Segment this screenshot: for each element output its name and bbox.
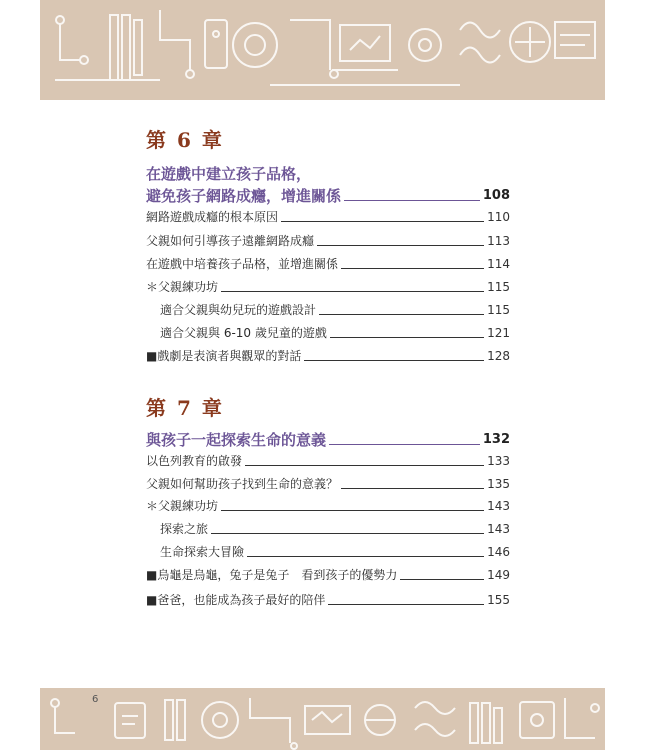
toc-entry-label: ■爸爸，也能成為孩子最好的陪伴 [146, 593, 326, 607]
page-number: 6 [92, 694, 99, 705]
toc-entry-page: 143 [487, 499, 510, 513]
footer-decoration [40, 688, 605, 750]
toc-entry-label: ＊父親練功坊 [146, 499, 219, 513]
toc-entry-page: 149 [487, 568, 510, 582]
toc-entry-page: 115 [487, 280, 510, 294]
toc-entry[interactable] [146, 344, 510, 364]
chapter-6-heading: 第 6 章 [146, 128, 224, 152]
toc-entry[interactable] [146, 588, 510, 608]
leader-line [328, 604, 484, 605]
toc-entry-page: 146 [487, 545, 510, 559]
toc-entry-label: 生命探索大冒險 [160, 545, 245, 559]
toc-entry-page: 132 [482, 432, 510, 447]
toc-entry-main[interactable] [146, 428, 510, 448]
toc-entry[interactable] [146, 229, 510, 249]
leader-line [221, 291, 484, 292]
toc-entry-page: 121 [487, 326, 510, 340]
leader-line [330, 337, 484, 338]
toc-entry-page: 114 [487, 257, 510, 271]
toc-entry-label: 以色列教育的啟發 [146, 454, 243, 468]
toc-entry-page: 113 [487, 234, 510, 248]
chapter-6-title-line1: 在遊戲中建立孩子品格， [146, 165, 312, 183]
leader-line [281, 221, 484, 222]
toc-entry[interactable] [146, 449, 510, 469]
toc-entry[interactable] [160, 540, 510, 560]
leader-line [245, 465, 484, 466]
circuit-pattern-icon [40, 0, 605, 100]
leader-line [400, 579, 484, 580]
toc-entry-label: 適合父親與 6-10 歲兒童的遊戲 [160, 326, 327, 340]
toc-entry-label: 網路遊戲成癮的根本原因 [146, 210, 279, 224]
toc-entry[interactable] [146, 275, 510, 295]
toc-entry-label: 探索之旅 [160, 522, 209, 536]
toc-entry[interactable] [160, 298, 510, 318]
toc-entry-label: 避免孩子網路成癮，增進關係 [146, 187, 342, 205]
toc-entry[interactable] [146, 472, 510, 492]
toc-entry-label: 在遊戲中培養孩子品格，並增進關係 [146, 257, 339, 271]
leader-line [341, 488, 484, 489]
toc-entry-page: 143 [487, 522, 510, 536]
toc-entry-page: 115 [487, 303, 510, 317]
toc-entry-label: ■烏龜是烏龜，兔子是兔子 看到孩子的優勢力 [146, 568, 398, 582]
toc-entry[interactable] [146, 205, 510, 225]
toc-entry-label: 適合父親與幼兒玩的遊戲設計 [160, 303, 317, 317]
toc-entry-label: ＊父親練功坊 [146, 280, 219, 294]
toc-entry-page: 128 [487, 349, 510, 363]
leader-line [211, 533, 484, 534]
leader-line [247, 556, 484, 557]
toc-entry-label: 父親如何幫助孩子找到生命的意義？ [146, 477, 339, 491]
toc-entry-label: ■戲劇是表演者與觀眾的對話 [146, 349, 302, 363]
circuit-pattern-icon [40, 688, 605, 750]
leader-line [221, 510, 484, 511]
toc-entry-page: 108 [482, 188, 510, 203]
header-decoration [40, 0, 605, 100]
toc-entry[interactable] [146, 563, 510, 583]
chapter-7-heading: 第 7 章 [146, 396, 224, 420]
toc-entry-page: 155 [487, 593, 510, 607]
toc-entry-page: 110 [487, 210, 510, 224]
leader-line [344, 200, 480, 201]
toc-entry-main[interactable] [146, 184, 510, 204]
leader-line [317, 245, 484, 246]
toc-entry-page: 133 [487, 454, 510, 468]
leader-line [319, 314, 484, 315]
leader-line [304, 360, 484, 361]
toc-entry-label: 與孩子一起探索生命的意義 [146, 431, 327, 449]
leader-line [341, 268, 484, 269]
toc-entry-label: 父親如何引導孩子遠離網路成癮 [146, 234, 315, 248]
toc-entry[interactable] [160, 321, 510, 341]
leader-line [329, 444, 480, 445]
toc-entry[interactable] [146, 252, 510, 272]
toc-entry-page: 135 [487, 477, 510, 491]
toc-entry[interactable] [146, 494, 510, 514]
toc-entry[interactable] [160, 517, 510, 537]
